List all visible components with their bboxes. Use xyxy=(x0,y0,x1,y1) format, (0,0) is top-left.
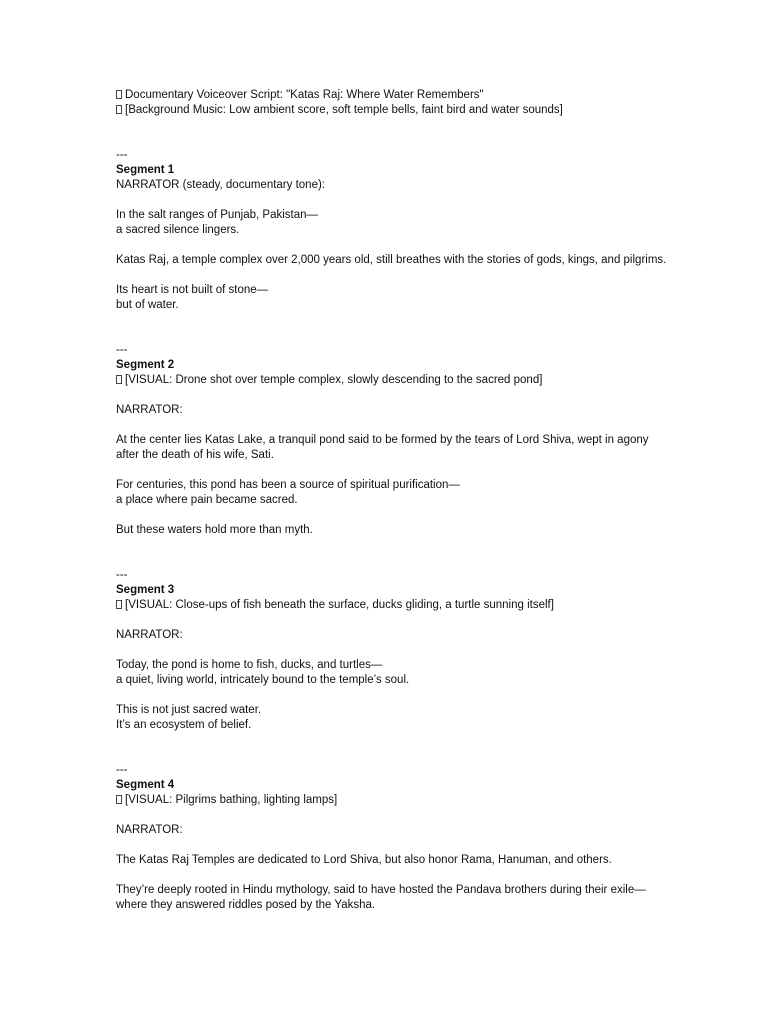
narration-line: Today, the pond is home to fish, ducks, and turtles— xyxy=(116,659,383,671)
missing-glyph-icon xyxy=(116,105,122,114)
narration-line: but of water. xyxy=(116,299,179,311)
segment-heading: Segment 1 xyxy=(116,164,175,176)
spacer xyxy=(116,688,668,703)
segment-heading: Segment 3 xyxy=(116,584,175,596)
visual-cue-line xyxy=(116,373,668,388)
segment-separator: --- xyxy=(116,149,128,161)
segment-separator: --- xyxy=(116,344,128,356)
background-music-note: [Background Music: Low ambient score, soft temple bells, faint bird and water sounds] xyxy=(125,104,563,116)
narrator-cue: NARRATOR: xyxy=(116,824,183,836)
spacer xyxy=(116,613,668,628)
narration-line: a place where pain became sacred. xyxy=(116,494,298,506)
narrator-cue: NARRATOR: xyxy=(116,629,183,641)
title-line xyxy=(116,88,668,103)
segment-separator: --- xyxy=(116,764,128,776)
spacer xyxy=(116,808,668,823)
spacer xyxy=(116,838,668,853)
segment-heading: Segment 2 xyxy=(116,359,175,371)
narration-line: It’s an ecosystem of belief. xyxy=(116,719,252,731)
spacer xyxy=(116,733,668,763)
spacer xyxy=(116,868,668,883)
visual-cue: [VISUAL: Close-ups of fish beneath the surface, ducks gliding, a turtle sunning itself] xyxy=(125,599,554,611)
narration-line: a quiet, living world, intricately bound to the temple’s soul. xyxy=(116,674,410,686)
spacer xyxy=(116,193,668,208)
spacer xyxy=(116,238,668,253)
spacer xyxy=(116,538,668,568)
narrator-cue: NARRATOR (steady, documentary tone): xyxy=(116,179,325,191)
missing-glyph-icon xyxy=(116,795,122,804)
segment-heading: Segment 4 xyxy=(116,779,175,791)
script-title: Documentary Voiceover Script: "Katas Raj: Where Water Remembers" xyxy=(125,89,484,101)
missing-glyph-icon xyxy=(116,375,122,384)
missing-glyph-icon xyxy=(116,600,122,609)
visual-cue-line xyxy=(116,793,668,808)
narration-paragraph: At the center lies Katas Lake, a tranquil pond said to be formed by the tears of Lord Shiva, wept in agony after the death of his wife, Sati. xyxy=(116,434,649,461)
narration-line: In the salt ranges of Punjab, Pakistan— xyxy=(116,209,319,221)
narration-line: But these waters hold more than myth. xyxy=(116,524,313,536)
spacer xyxy=(116,118,668,148)
visual-cue: [VISUAL: Pilgrims bathing, lighting lamps] xyxy=(125,794,338,806)
narration-paragraph: They’re deeply rooted in Hindu mythology, said to have hosted the Pandava brothers during their exile—where they answered riddles posed by the Yaksha. xyxy=(116,884,646,911)
spacer xyxy=(116,388,668,403)
narration-paragraph: The Katas Raj Temples are dedicated to Lord Shiva, but also honor Rama, Hanuman, and others. xyxy=(116,854,612,866)
missing-glyph-icon xyxy=(116,90,122,99)
narration-line: Its heart is not built of stone— xyxy=(116,284,269,296)
narration-line: This is not just sacred water. xyxy=(116,704,262,716)
narration-paragraph: Katas Raj, a temple complex over 2,000 years old, still breathes with the stories of gods, kings, and pilgrims. xyxy=(116,254,667,266)
spacer xyxy=(116,508,668,523)
visual-cue: [VISUAL: Drone shot over temple complex, slowly descending to the sacred pond] xyxy=(125,374,543,386)
spacer xyxy=(116,268,668,283)
spacer xyxy=(116,313,668,343)
narration-line: For centuries, this pond has been a source of spiritual purification— xyxy=(116,479,460,491)
spacer xyxy=(116,418,668,433)
narrator-cue: NARRATOR: xyxy=(116,404,183,416)
music-line xyxy=(116,103,668,118)
spacer xyxy=(116,643,668,658)
segment-separator: --- xyxy=(116,569,128,581)
narration-line: a sacred silence lingers. xyxy=(116,224,240,236)
spacer xyxy=(116,463,668,478)
visual-cue-line xyxy=(116,598,668,613)
